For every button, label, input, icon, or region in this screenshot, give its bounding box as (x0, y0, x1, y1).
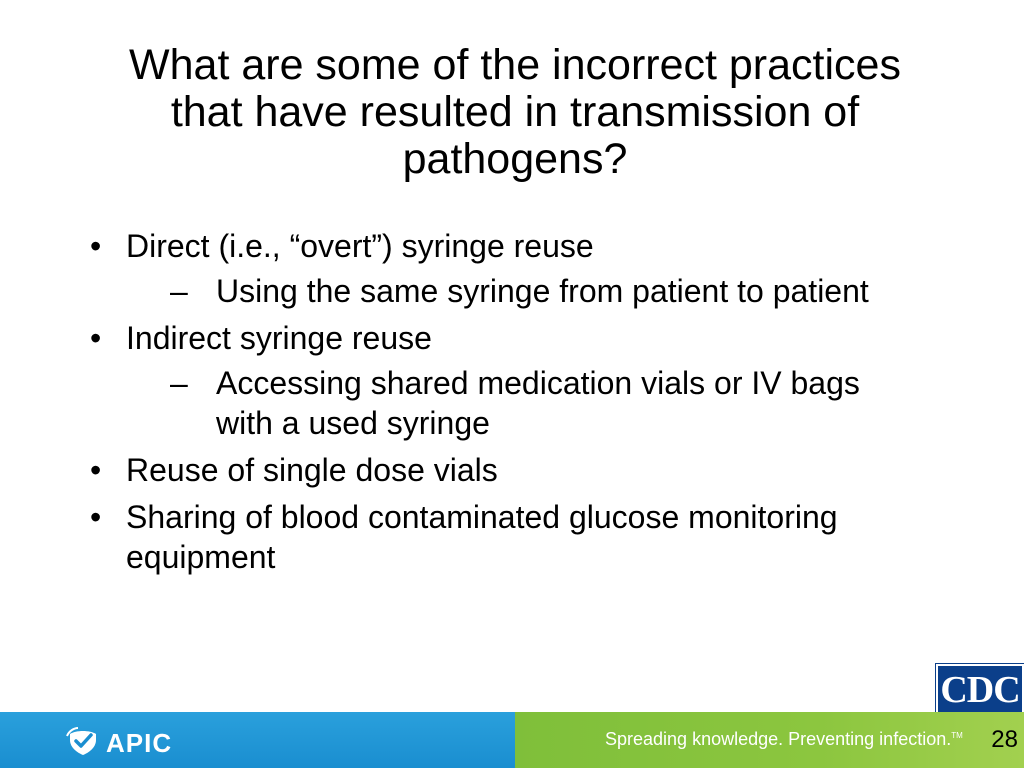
apic-logo-text: APIC (106, 728, 173, 758)
footer-left-band (0, 712, 515, 768)
footer-bar (0, 712, 1024, 768)
slide-title: What are some of the incorrect practices that have resulted in transmission of pathogens? (129, 41, 901, 183)
trademark: TM (951, 731, 963, 740)
bullet-icon: • (90, 452, 102, 488)
tagline (605, 729, 963, 750)
bullet-text: Direct (i.e., “overt”) syringe reuse (126, 228, 594, 264)
dash-icon: – (170, 365, 188, 401)
sub-bullet-text: Using the same syringe from patient to patient (216, 273, 869, 309)
sub-bullet-item (170, 271, 916, 311)
bullet-item (86, 318, 916, 443)
apic-logo (66, 726, 172, 761)
dash-icon: – (170, 273, 188, 309)
footer-right-band (515, 712, 1024, 768)
bullet-icon: • (90, 320, 102, 356)
bullet-text: Reuse of single dose vials (126, 452, 498, 488)
tagline-text: Spreading knowledge. Preventing infection. (605, 729, 952, 749)
bullet-text: Indirect syringe reuse (126, 320, 432, 356)
shield-check-icon (66, 726, 100, 761)
bullet-icon: • (90, 499, 102, 535)
bullet-text: Sharing of blood contaminated glucose monitoring equipment (126, 499, 838, 575)
bullet-item (86, 450, 916, 490)
bullet-icon: • (90, 228, 102, 264)
bullet-item (86, 497, 916, 577)
sub-bullet-text: Accessing shared medication vials or IV bags with a used syringe (216, 365, 860, 441)
bullet-list (86, 226, 916, 577)
sub-bullet-item (170, 363, 916, 443)
page-number: 28 (991, 726, 1018, 753)
cdc-logo: CDC (936, 664, 1024, 716)
bullet-item (86, 226, 916, 311)
